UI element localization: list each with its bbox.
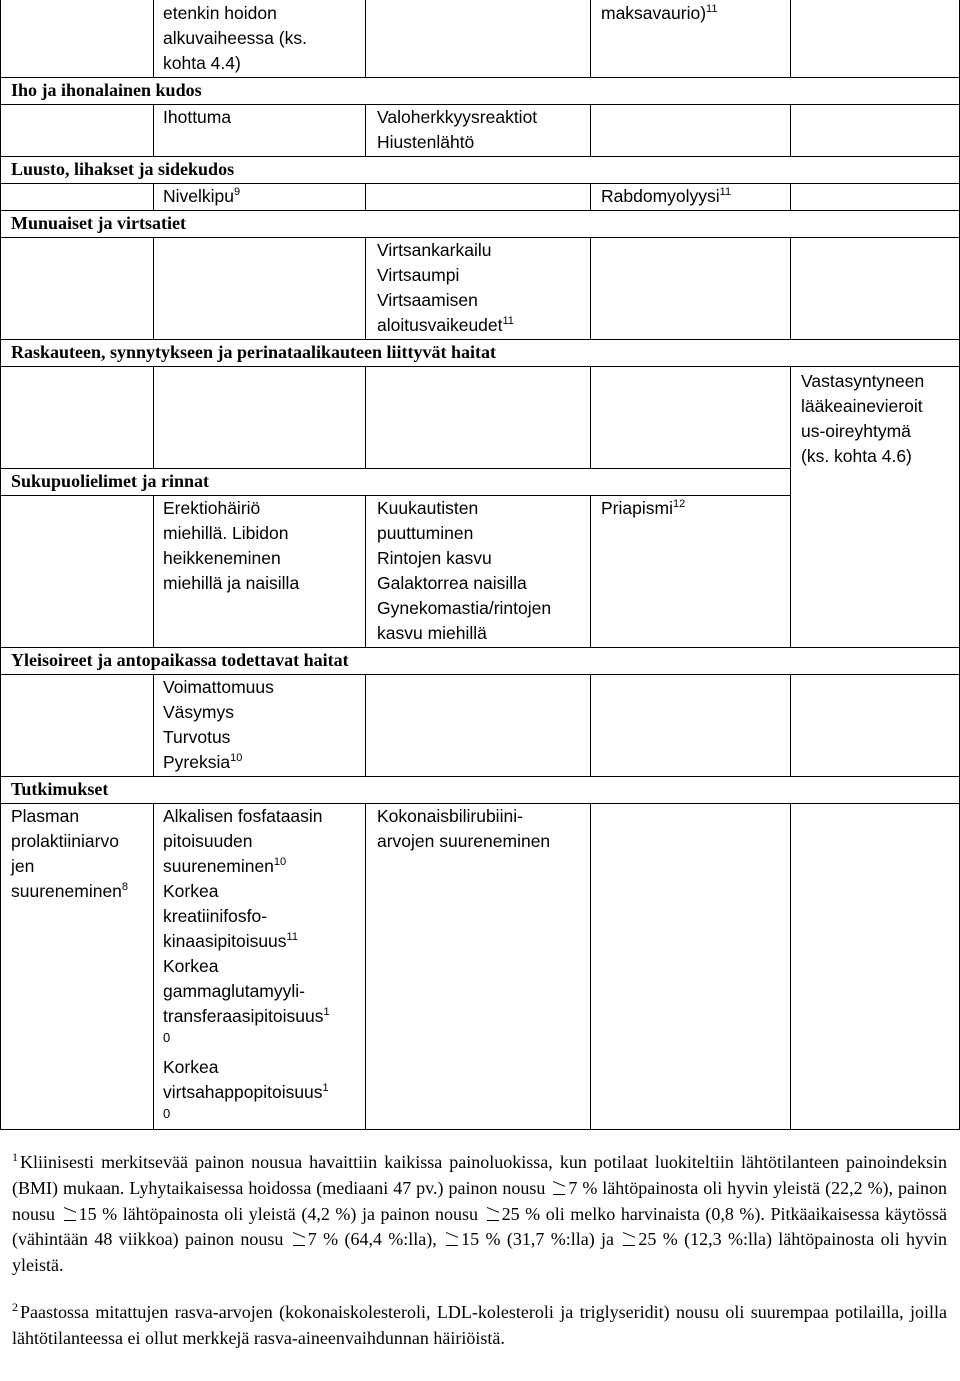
greater-or-equal-icon	[63, 1207, 77, 1221]
greater-or-equal-icon	[445, 1232, 459, 1246]
cell-neonatal-withdrawal: Vastasyntyneen lääkeainevieroit us-oireyhtymä (ks. kohta 4.6)	[791, 367, 960, 648]
greater-or-equal-icon	[292, 1232, 306, 1246]
category-pregnancy: Raskauteen, synnytykseen ja perinataalikauteen liittyvät haitat	[1, 340, 960, 367]
table-row	[1, 0, 960, 78]
greater-or-equal-icon	[552, 1181, 566, 1195]
cell-arthralgia: Nivelkipu$^9$	[154, 184, 366, 211]
table-row	[1, 184, 960, 211]
cell-lab-common: Alkalisen fosfataasin pitoisuuden suureneminen$^{10}$ Korkea kreatiinifosfo- kinaasipitoisuus$^{11}$ Korkea gammaglutamyyli- transferaasipitoisuus$^1$ 0 Korkea virtsahappopitoisuus$^1$ 0	[154, 804, 366, 1130]
cell-prolactin: Plasman prolaktiiniarvo jen suureneminen$^8$	[1, 804, 154, 1130]
greater-or-equal-icon	[622, 1232, 636, 1246]
cell-sexual-common: Erektiohäiriö miehillä. Libidon heikkeneminen miehillä ja naisilla	[154, 496, 366, 648]
cell-rash: Ihottuma	[154, 105, 366, 157]
category-row	[1, 78, 960, 105]
greater-or-equal-icon	[486, 1207, 500, 1221]
category-skin: Iho ja ihonalainen kudos	[1, 78, 960, 105]
category-musculoskeletal: Luusto, lihakset ja sidekudos	[1, 157, 960, 184]
cell-general-common: Voimattomuus Väsymys Turvotus Pyreksia$^{10}$	[154, 675, 366, 777]
cell-skin-uncommon: Valoherkkyysreaktiot Hiustenlähtö	[366, 105, 591, 157]
cell-priapism: Priapismi$^{12}$	[591, 496, 791, 648]
category-investigations: Tutkimukset	[1, 777, 960, 804]
footnote-2: $^2$ Paastossa mitattujen rasva-arvojen (kokonaiskolesteroli, LDL-kolesteroli ja triglyseridit) nousu oli suurempaa potilailla, joilla lähtötilanteessa ei ollut merkkejä rasva-aineenvaihdunnan häiriöistä.	[12, 1299, 947, 1348]
category-reproductive: Sukupuolielimet ja rinnat	[1, 469, 791, 496]
category-row	[1, 211, 960, 238]
category-row	[1, 777, 960, 804]
cell-sexual-uncommon: Kuukautisten puuttuminen Rintojen kasvu Galaktorrea naisilla Gynekomastia/rintojen kasvu miehillä	[366, 496, 591, 648]
category-renal: Munuaiset ja virtsatiet	[1, 211, 960, 238]
cell-continuation-text: etenkin hoidon alkuvaiheessa (ks. kohta 4.4)	[154, 0, 366, 78]
cell-empty	[791, 0, 960, 78]
table-row	[1, 675, 960, 777]
table-row	[1, 804, 960, 1130]
footnotes	[12, 1150, 947, 1352]
cell-urinary: Virtsankarkailu Virtsaumpi Virtsaamisen aloitusvaikeudet$^{11}$	[366, 238, 591, 340]
table-row	[1, 105, 960, 157]
category-general: Yleisoireet ja antopaikassa todettavat haitat	[1, 648, 960, 675]
table-row	[1, 238, 960, 340]
cell-bilirubin: Kokonaisbilirubiini- arvojen suureneminen	[366, 804, 591, 1130]
category-row	[1, 340, 960, 367]
table-row	[1, 367, 960, 469]
category-row	[1, 157, 960, 184]
category-row	[1, 648, 960, 675]
footnote-1: $^1$ Kliinisesti merkitsevää painon nousua havaittiin kaikissa painoluokissa, kun potilaat luokiteltiin lähtötilanteen painoindeksin (BMI) mukaan. Lyhytaikaisessa hoidossa (mediaani 47 pv.) painon nousu 7 % lähtöpainosta oli hyvin yleistä (22,2 %), painon nousu 15 % lähtöpainosta oli yleistä (4,2 %) ja painon nousu 25 % oli melko harvinaista (0,8 %). Pitkäaikaisessa käytössä (vähintään 48 viikkoa) painon nousu 7 % (64,4 %:lla), 15 % (31,7 %:lla) ja 25 % (12,3 %:lla) lähtöpainosta oli hyvin yleistä.	[12, 1150, 948, 1276]
cell-empty	[1, 0, 154, 78]
cell-empty	[366, 0, 591, 78]
cell-rhabdomyolysis: Rabdomyolyysi$^{11}$	[591, 184, 791, 211]
cell-continuation-liver: maksavaurio)$^{11}$	[591, 0, 791, 78]
